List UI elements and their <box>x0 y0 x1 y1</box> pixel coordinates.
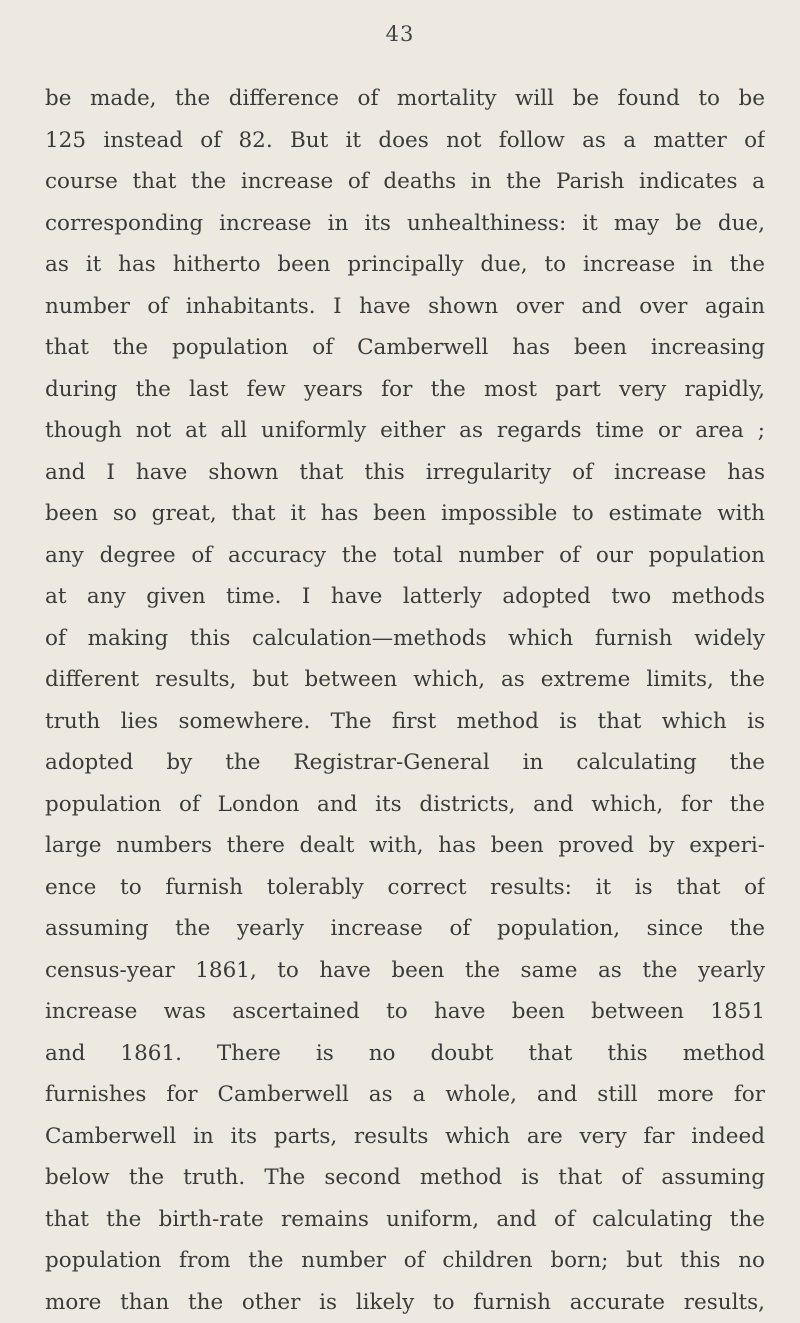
text-line: be made, the difference of mortality will be found to be <box>45 78 765 120</box>
text-line: census-year 1861, to have been the same as the yearly <box>45 950 765 992</box>
text-line: any degree of accuracy the total number of our population <box>45 535 765 577</box>
text-line: truth lies somewhere. The first method is that which is <box>45 701 765 743</box>
text-line: and I have shown that this irregularity of increase has <box>45 452 765 494</box>
text-line: been so great, that it has been impossible to estimate with <box>45 493 765 535</box>
text-line: ence to furnish tolerably correct results: it is that of <box>45 867 765 909</box>
text-line: assuming the yearly increase of population, since the <box>45 908 765 950</box>
text-line: during the last few years for the most part very rapidly, <box>45 369 765 411</box>
body-text <box>45 78 765 1323</box>
text-line: adopted by the Registrar-General in calculating the <box>45 742 765 784</box>
text-line: different results, but between which, as extreme limits, the <box>45 659 765 701</box>
text-line: course that the increase of deaths in the Parish indicates a <box>45 161 765 203</box>
text-line: at any given time. I have latterly adopted two methods <box>45 576 765 618</box>
text-line: 125 instead of 82. But it does not follow as a matter of <box>45 120 765 162</box>
text-line: corresponding increase in its unhealthiness: it may be due, <box>45 203 765 245</box>
text-line: large numbers there dealt with, has been proved by experi- <box>45 825 765 867</box>
text-line: population of London and its districts, and which, for the <box>45 784 765 826</box>
page-number: 43 <box>0 22 800 46</box>
text-line: that the birth-rate remains uniform, and of calculating the <box>45 1199 765 1241</box>
text-line: population from the number of children born; but this no <box>45 1240 765 1282</box>
text-line: though not at all uniformly either as regards time or area ; <box>45 410 765 452</box>
text-line: and 1861. There is no doubt that this method <box>45 1033 765 1075</box>
text-line: number of inhabitants. I have shown over and over again <box>45 286 765 328</box>
text-line: more than the other is likely to furnish accurate results, <box>45 1282 765 1323</box>
text-line: of making this calculation—methods which furnish widely <box>45 618 765 660</box>
text-line: below the truth. The second method is that of assuming <box>45 1157 765 1199</box>
text-line: that the population of Camberwell has been increasing <box>45 327 765 369</box>
text-line: furnishes for Camberwell as a whole, and still more for <box>45 1074 765 1116</box>
text-line: increase was ascertained to have been between 1851 <box>45 991 765 1033</box>
text-line: Camberwell in its parts, results which are very far indeed <box>45 1116 765 1158</box>
text-line: as it has hitherto been principally due, to increase in the <box>45 244 765 286</box>
